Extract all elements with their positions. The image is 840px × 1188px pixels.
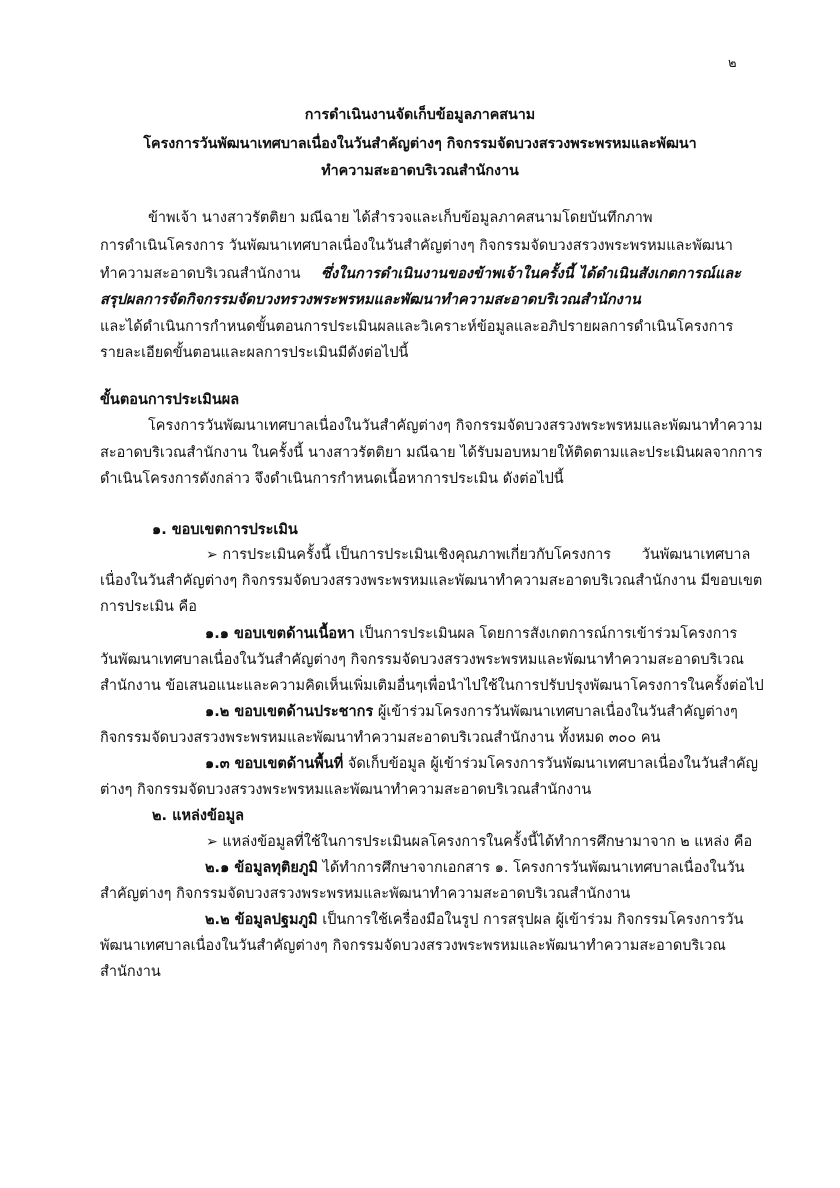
subsection-2-1-label: ๒.๑ ข้อมูลทุติยภูมิ: [205, 860, 318, 876]
intro-emphasis-line-2: สรุปผลการจัดกิจกรรมจัดบวงทรวงพระพรหมและพัฒนาทำความสะอาดบริเวณสำนักงาน: [100, 292, 641, 308]
subsection-1-1: [205, 624, 737, 644]
subsection-2-2-text: เป็นการใช้เครื่องมือในรูป การสรุปผล ผู้เข้าร่วม กิจกรรมโครงการวัน: [317, 912, 744, 928]
subsection-1-3-text: จัดเก็บข้อมูล ผู้เข้าร่วมโครงการวันพัฒนาเทศบาลเนื่องในวันสำคัญ: [343, 756, 758, 772]
page-number: ๒: [728, 56, 737, 71]
steps-line-1: โครงการวันพัฒนาเทศบาลเนื่องในวันสำคัญต่างๆ กิจกรรมจัดบวงสรวงพระพรหมและพัฒนาทำความ: [148, 418, 763, 434]
subsection-1-2-line-2: กิจกรรมจัดบวงสรวงพระพรหมและพัฒนาทำความสะอาดบริเวณสำนักงาน ทั้งหมด ๓๐๐ คน: [100, 730, 661, 746]
subsection-1-1-line-3: สำนักงาน ข้อเสนอแนะและความคิดเห็นเพิ่มเติมอื่นๆเพื่อนำไปใช้ในการปรับปรุงพัฒนาโครงการในครั้งต่อไป: [100, 678, 764, 694]
intro-line-1: ข้าพเจ้า นางสาวรัตติยา มณีฉาย ได้สำรวจและเก็บข้อมูลภาคสนามโดยบันทึกภาพ: [148, 210, 653, 226]
section-1-bullet: [206, 545, 750, 565]
steps-line-3: ดำเนินโครงการดังกล่าว จึงดำเนินการกำหนดเนื้อหาการประเมิน ดังต่อไปนี้: [100, 471, 564, 487]
arrow-bullet-icon: ➢: [206, 547, 218, 563]
intro-line-2: การดำเนินโครงการ วันพัฒนาเทศบาลเนื่องในวันสำคัญต่างๆ กิจกรรมจัดบวงสรวงพระพรหมและพัฒนา: [100, 238, 733, 254]
subsection-1-3-line-2: ต่างๆ กิจกรรมจัดบวงสรวงพระพรหมและพัฒนาทำความสะอาดบริเวณสำนักงาน: [100, 782, 592, 798]
arrow-bullet-icon: ➢: [206, 834, 218, 850]
subsection-2-2-line-2: พัฒนาเทศบาลเนื่องในวันสำคัญต่างๆ กิจกรรมจัดบวงสรวงพระพรหมและพัฒนาทำความสะอาดบริเวณ: [100, 938, 726, 954]
subsection-1-3: [205, 754, 758, 774]
subsection-1-1-line-2: วันพัฒนาเทศบาลเนื่องในวันสำคัญต่างๆ กิจกรรมจัดบวงสรวงพระพรหมและพัฒนาทำความสะอาดบริเวณ: [100, 652, 744, 668]
section-2-bullet-text: แหล่งข้อมูลที่ใช้ในการประเมินผลโครงการในครั้งนี้ได้ทำการศึกษามาจาก ๒ แหล่ง คือ: [222, 834, 753, 850]
steps-line-2: สะอาดบริเวณสำนักงาน ในครั้งนี้ นางสาวรัตติยา มณีฉาย ได้รับมอบหมายให้ติดตามและประเมินผลจากการ: [100, 445, 763, 461]
intro-line-3: [100, 264, 741, 284]
intro-emphasis: ซึ่งในการดำเนินงานของข้าพเจ้าในครั้งนี้ ได้ดำเนินสังเกตการณ์และ: [321, 266, 741, 282]
subsection-2-1-line-2: สำคัญต่างๆ กิจกรรมจัดบวงสรวงพระพรหมและพัฒนาทำความสะอาดบริเวณสำนักงาน: [100, 886, 631, 902]
subsection-1-1-text: เป็นการประเมินผล โดยการสังเกตการณ์การเข้าร่วมโครงการ: [354, 626, 738, 642]
section-1-bullet-text: การประเมินครั้งนี้ เป็นการประเมินเชิงคุณภาพเกี่ยวกับโครงการ: [222, 547, 612, 563]
subsection-2-1: [205, 858, 745, 878]
section-1-line-2: เนื่องในวันสำคัญต่างๆ กิจกรรมจัดบวงสรวงพระพรหมและพัฒนาทำความสะอาดบริเวณสำนักงาน มีขอบเขต: [100, 573, 763, 589]
subsection-1-2-label: ๑.๒ ขอบเขตด้านประชากร: [205, 704, 374, 720]
section-1-heading: ๑. ขอบเขตการประเมิน: [152, 522, 298, 538]
subsection-1-3-label: ๑.๓ ขอบเขตด้านพื้นที่: [205, 756, 344, 772]
subsection-2-2: [205, 910, 744, 930]
title-line-1: การดำเนินงานจัดเก็บข้อมูลภาคสนาม: [304, 107, 536, 123]
section-2-heading: ๒. แหล่งข้อมูล: [152, 808, 245, 824]
subsection-1-1-label: ๑.๑ ขอบเขตด้านเนื้อหา: [205, 626, 355, 642]
intro-line-5: และได้ดำเนินการกำหนดขั้นตอนการประเมินผลและวิเคราะห์ข้อมูลและอภิปรายผลการดำเนินโครงการ: [100, 319, 734, 335]
intro-line-6: รายละเอียดขั้นตอนและผลการประเมินมีดังต่อไปนี้: [100, 345, 409, 361]
heading-evaluation-steps: ขั้นตอนการประเมินผล: [100, 392, 240, 408]
section-2-bullet: [206, 832, 752, 852]
title-line-3: ทำความสะอาดบริเวณสำนักงาน: [321, 163, 519, 179]
subsection-2-2-line-3: สำนักงาน: [100, 964, 161, 980]
subsection-2-2-label: ๒.๒ ข้อมูลปฐมภูมิ: [205, 912, 318, 928]
title-line-2: โครงการวันพัฒนาเทศบาลเนื่องในวันสำคัญต่างๆ กิจกรรมจัดบวงสรวงพระพรหมและพัฒนา: [143, 136, 697, 152]
section-1-bullet-text-end: วันพัฒนาเทศบาล: [641, 547, 751, 563]
section-1-line-3: การประเมิน คือ: [100, 599, 197, 615]
subsection-1-2-text: ผู้เข้าร่วมโครงการวันพัฒนาเทศบาลเนื่องในวันสำคัญต่างๆ: [373, 704, 738, 720]
intro-line-3-text: ทำความสะอาดบริเวณสำนักงาน: [100, 266, 301, 282]
subsection-1-2: [205, 702, 738, 722]
subsection-2-1-text: ได้ทำการศึกษาจากเอกสาร ๑. โครงการวันพัฒนาเทศบาลเนื่องในวัน: [317, 860, 745, 876]
